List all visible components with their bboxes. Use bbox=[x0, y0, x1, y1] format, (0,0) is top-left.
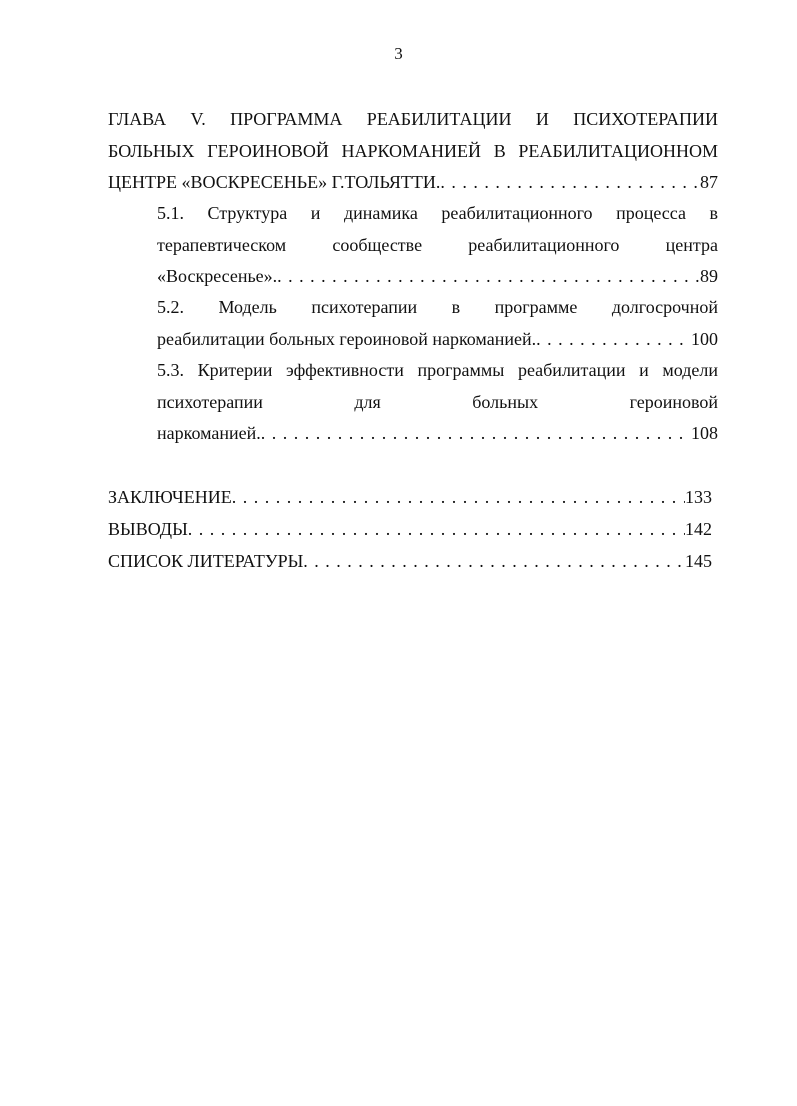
section-page-number: 100 bbox=[691, 328, 718, 349]
section-title-line-1: 5.3. Критерии эффективности программы реабилитации и модели bbox=[157, 360, 718, 380]
toc-section-5-1[interactable] bbox=[157, 198, 718, 293]
section-title-text: реабилитации больных героиновой наркоманией. bbox=[157, 328, 537, 349]
dot-leader bbox=[440, 167, 700, 199]
section-title-line-3 bbox=[157, 261, 718, 293]
toc-item-label: ЗАКЛЮЧЕНИЕ bbox=[108, 487, 232, 507]
dot-leader bbox=[261, 418, 691, 450]
section-title-text: «Воскресенье». bbox=[157, 266, 278, 286]
section-title-line-2: терапевтическом сообществе реабилитационного центра bbox=[157, 234, 718, 255]
dot-leader bbox=[303, 546, 685, 578]
section-title-line-3 bbox=[157, 418, 718, 450]
section-page-number: 108 bbox=[691, 423, 718, 443]
chapter-title-line-1: ГЛАВА V. ПРОГРАММА РЕАБИЛИТАЦИИ И ПСИХОТЕРАПИИ bbox=[108, 109, 718, 129]
page-number: 3 bbox=[394, 44, 403, 63]
section-title-line-2 bbox=[157, 324, 718, 356]
toc-section-5-3[interactable] bbox=[157, 355, 718, 450]
chapter-page-number: 87 bbox=[700, 172, 718, 192]
chapter-title-line-2: БОЛЬНЫХ ГЕРОИНОВОЙ НАРКОМАНИЕЙ В РЕАБИЛИТАЦИОННОМ bbox=[108, 140, 718, 161]
chapter-title-text: ЦЕНТРЕ «ВОСКРЕСЕНЬЕ» Г.ТОЛЬЯТТИ. bbox=[108, 172, 441, 192]
dot-leader bbox=[232, 482, 685, 514]
section-page-number: 89 bbox=[700, 266, 718, 286]
section-title-line-1: 5.2. Модель психотерапии в программе долгосрочной bbox=[157, 297, 718, 317]
toc-findings[interactable] bbox=[108, 514, 712, 546]
toc-item-page-number: 145 bbox=[685, 551, 712, 571]
section-title-line-2: психотерапии для больных героиновой bbox=[157, 391, 718, 412]
dot-leader bbox=[277, 261, 700, 293]
toc-item-label: СПИСОК ЛИТЕРАТУРЫ bbox=[108, 551, 304, 571]
chapter-title-line-3 bbox=[108, 167, 718, 199]
toc-item-page-number: 133 bbox=[685, 487, 712, 507]
section-title-text: наркоманией. bbox=[157, 423, 261, 443]
toc-chapter-5[interactable] bbox=[108, 104, 718, 199]
dot-leader bbox=[188, 514, 685, 546]
toc-section-5-2[interactable] bbox=[157, 292, 718, 355]
section-title-line-1: 5.1. Структура и динамика реабилитационного процесса в bbox=[157, 203, 718, 223]
toc-item-page-number: 142 bbox=[685, 519, 712, 539]
toc-references[interactable] bbox=[108, 546, 712, 578]
toc-item-label: ВЫВОДЫ bbox=[108, 519, 188, 539]
dot-leader bbox=[536, 324, 691, 356]
toc-conclusion[interactable] bbox=[108, 482, 712, 514]
